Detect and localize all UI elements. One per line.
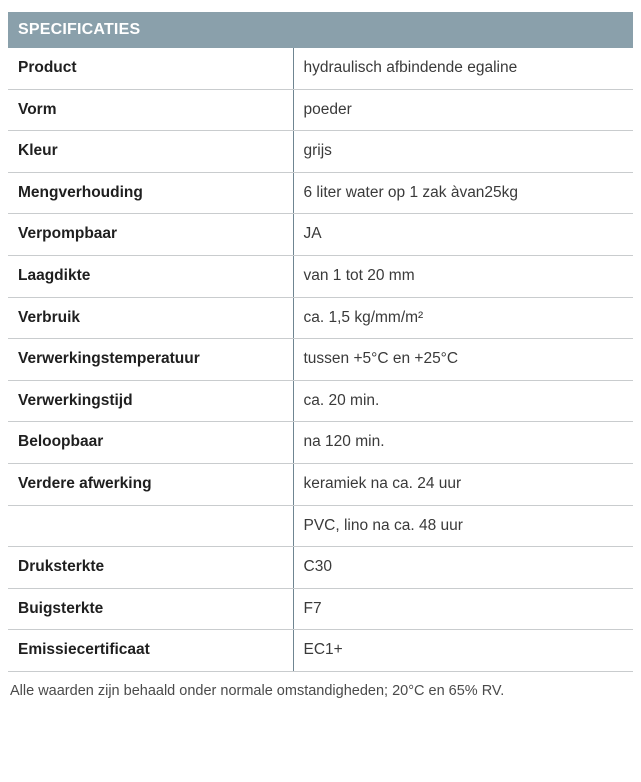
spec-value: ca. 1,5 kg/mm/m² <box>293 297 633 339</box>
spec-value: JA <box>293 214 633 256</box>
spec-label: Laagdikte <box>8 255 293 297</box>
spec-value: F7 <box>293 588 633 630</box>
specifications-table <box>8 48 633 672</box>
table-row <box>8 89 633 131</box>
spec-label: Vorm <box>8 89 293 131</box>
spec-value: ca. 20 min. <box>293 380 633 422</box>
spec-label: Verbruik <box>8 297 293 339</box>
spec-value: 6 liter water op 1 zak àvan25kg <box>293 172 633 214</box>
table-row <box>8 380 633 422</box>
spec-label: Emissiecertificaat <box>8 630 293 672</box>
table-row <box>8 630 633 672</box>
table-row <box>8 547 633 589</box>
specifications-table-body <box>8 48 633 671</box>
spec-label: Druksterkte <box>8 547 293 589</box>
spec-label: Beloopbaar <box>8 422 293 464</box>
spec-label <box>8 505 293 547</box>
spec-value: van 1 tot 20 mm <box>293 255 633 297</box>
table-row <box>8 297 633 339</box>
spec-label: Kleur <box>8 131 293 173</box>
table-row <box>8 588 633 630</box>
spec-label: Verwerkingstijd <box>8 380 293 422</box>
table-row <box>8 48 633 89</box>
table-row <box>8 463 633 505</box>
spec-value: C30 <box>293 547 633 589</box>
table-row <box>8 339 633 381</box>
table-row <box>8 131 633 173</box>
spec-label: Mengverhouding <box>8 172 293 214</box>
spec-label: Verdere afwerking <box>8 463 293 505</box>
spec-label: Product <box>8 48 293 89</box>
spec-value: poeder <box>293 89 633 131</box>
spec-value: grijs <box>293 131 633 173</box>
spec-label: Verwerkingstemperatuur <box>8 339 293 381</box>
spec-label: Buigsterkte <box>8 588 293 630</box>
specifications-footnote: Alle waarden zijn behaald onder normale omstandigheden; 20°C en 65% RV. <box>10 682 505 699</box>
spec-value: PVC, lino na ca. 48 uur <box>293 505 633 547</box>
table-row <box>8 172 633 214</box>
table-row <box>8 505 633 547</box>
spec-label: Verpompbaar <box>8 214 293 256</box>
table-row <box>8 255 633 297</box>
spec-value: tussen +5°C en +25°C <box>293 339 633 381</box>
table-row <box>8 422 633 464</box>
spec-value: na 120 min. <box>293 422 633 464</box>
table-row <box>8 214 633 256</box>
specifications-header: SPECIFICATIES <box>8 12 633 48</box>
spec-value: keramiek na ca. 24 uur <box>293 463 633 505</box>
spec-value: hydraulisch afbindende egaline <box>293 48 633 89</box>
spec-value: EC1+ <box>293 630 633 672</box>
